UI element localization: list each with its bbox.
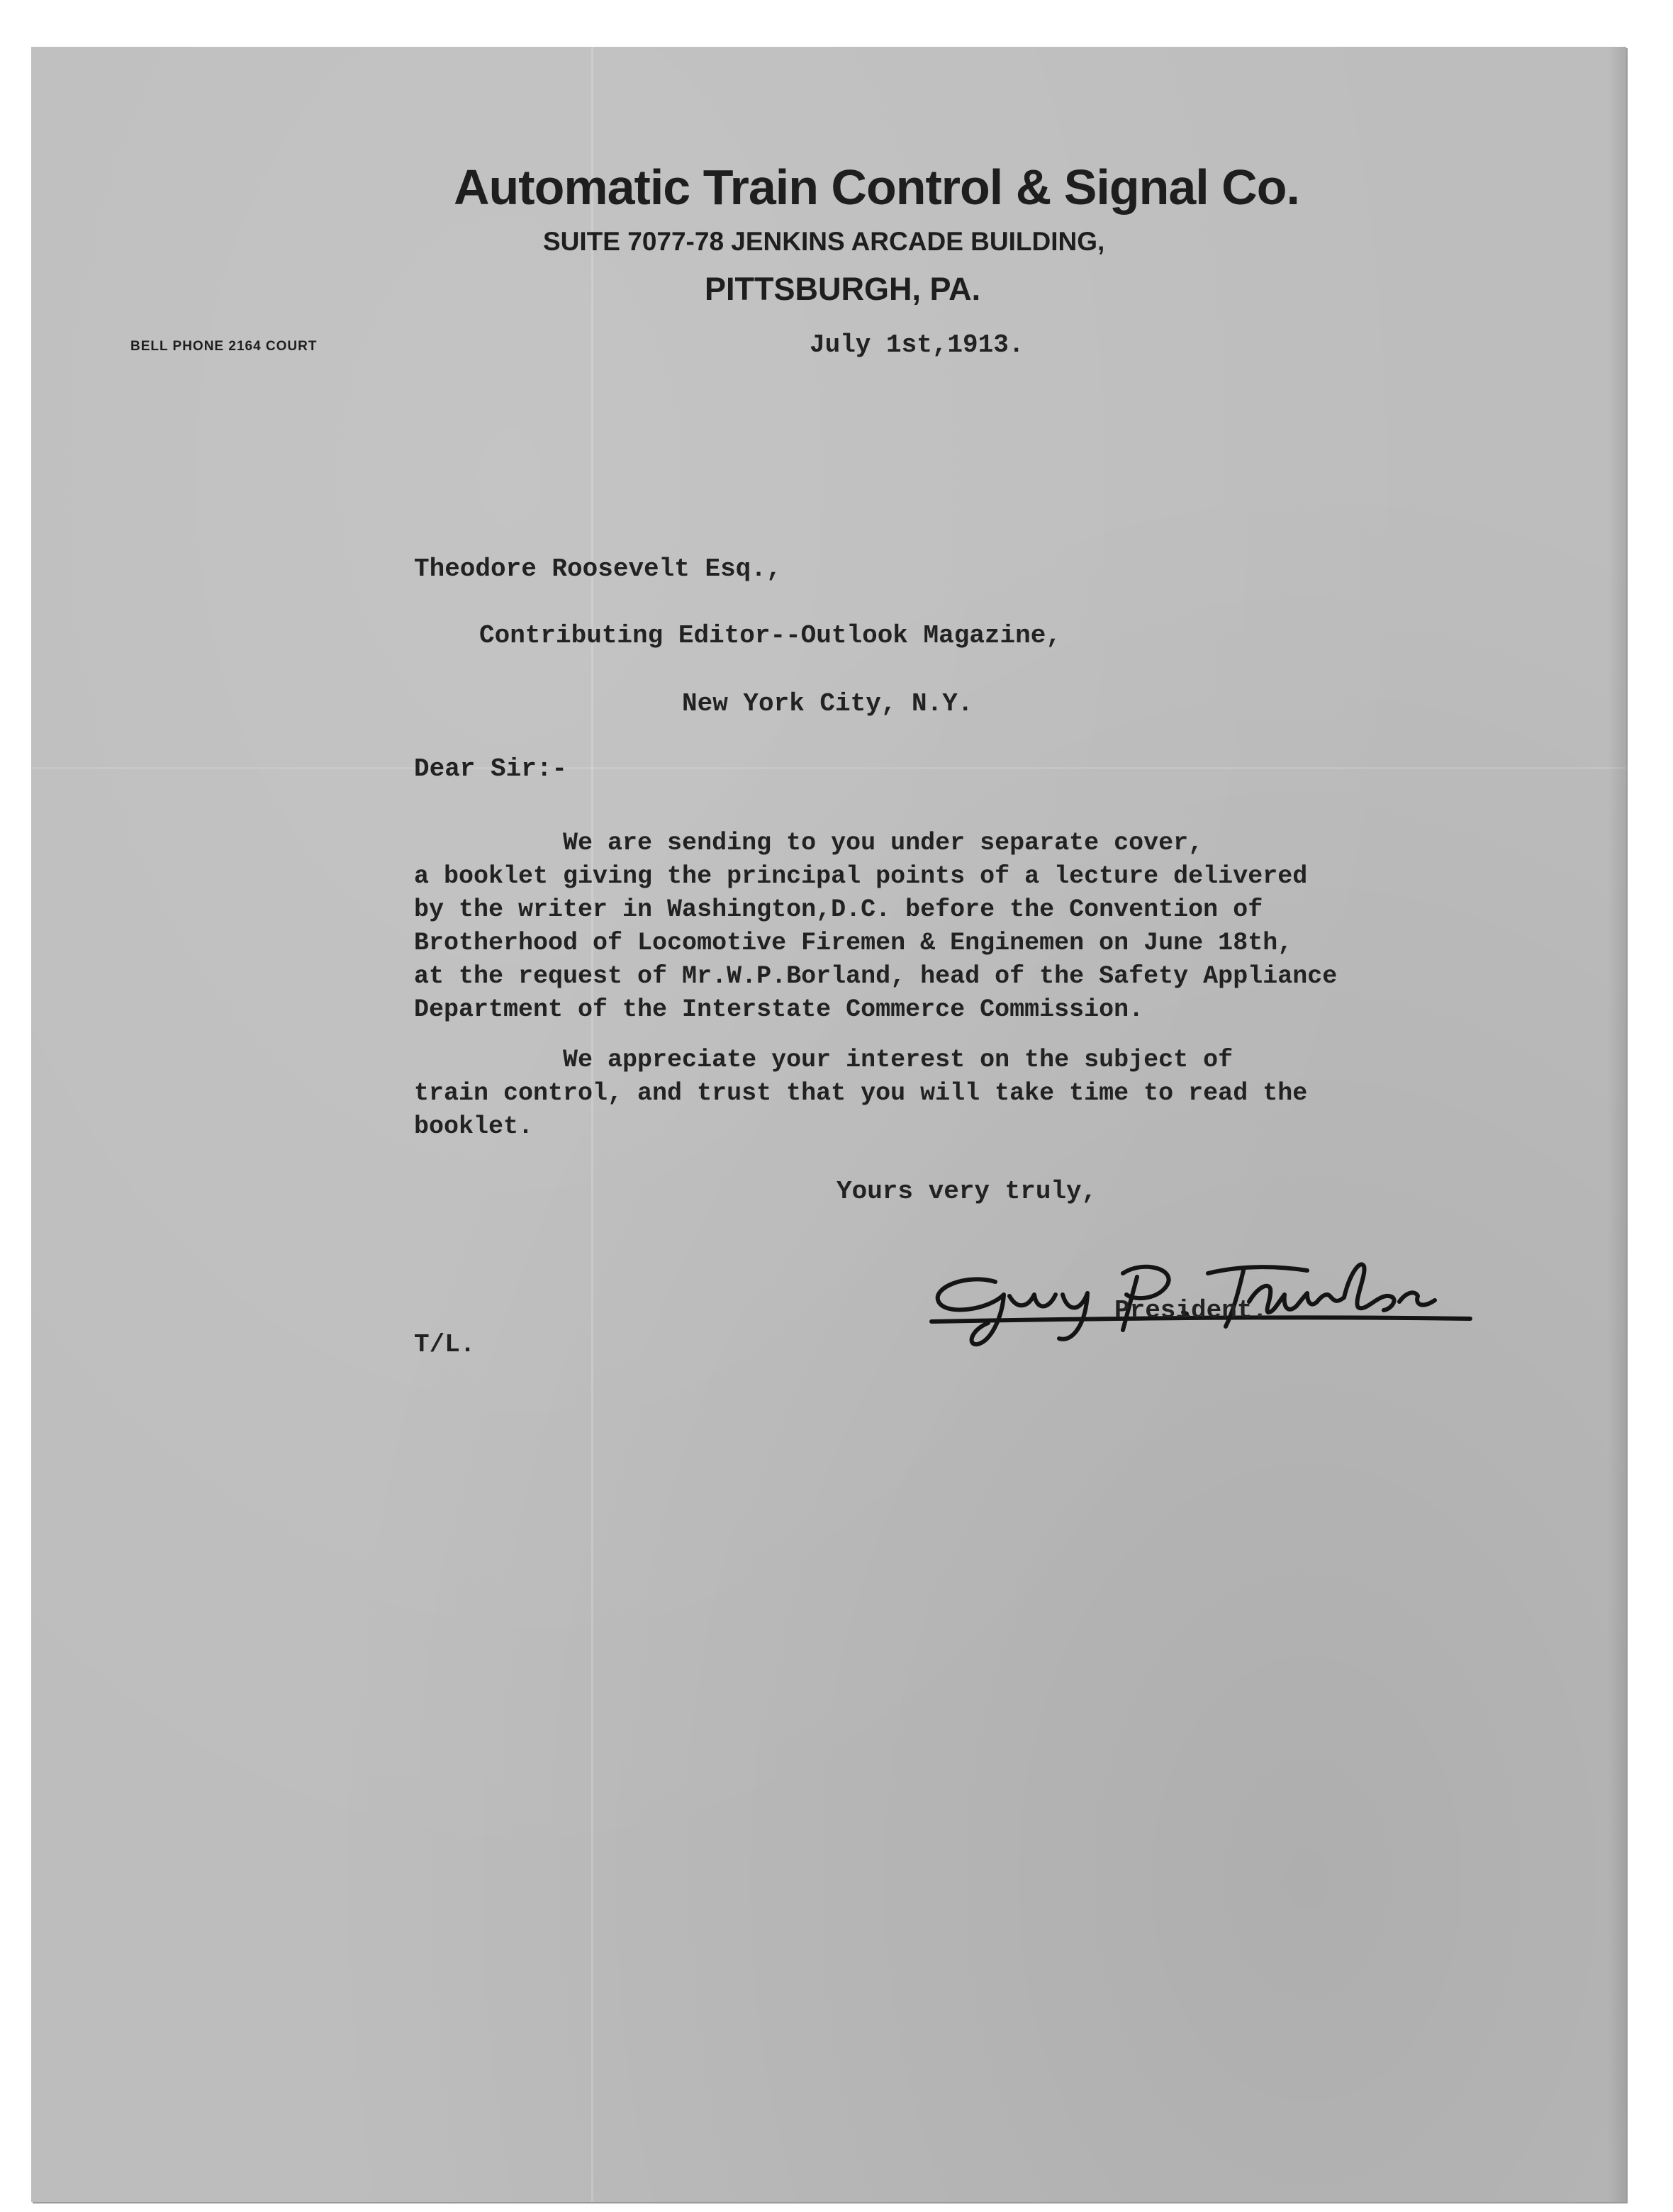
letterhead-company-name: Automatic Train Control & Signal Co. [454, 160, 1299, 215]
body-line: booklet. [414, 1112, 534, 1141]
signer-title: President. [1114, 1296, 1268, 1325]
typist-initials: T/L. [414, 1330, 476, 1359]
body-line: We appreciate your interest on the subject of [414, 1046, 1233, 1074]
letterhead-city: PITTSBURGH, PA. [705, 271, 981, 307]
body-paragraph-1 [414, 827, 1337, 1027]
body-line: We are sending to you under separate cover, [414, 829, 1204, 857]
letter-date: July 1st,1913. [810, 330, 1024, 359]
body-line: by the writer in Washington,D.C. before the Convention of [414, 895, 1263, 924]
closing: Yours very truly, [836, 1177, 1097, 1206]
page-edge-shadow [1608, 47, 1626, 2202]
recipient-name: Theodore Roosevelt Esq., [414, 554, 782, 583]
body-line: a booklet giving the principal points of a lecture delivered [414, 862, 1308, 890]
fold-crease-horizontal [31, 767, 1626, 769]
recipient-city: New York City, N.Y. [682, 689, 973, 718]
letterhead-phone: BELL PHONE 2164 COURT [130, 339, 318, 354]
body-line: Brotherhood of Locomotive Firemen & Enginemen on June 18th, [414, 929, 1293, 957]
body-line: train control, and trust that you will take time to read the [414, 1079, 1308, 1107]
letter-page [31, 47, 1626, 2202]
letterhead-address: SUITE 7077-78 JENKINS ARCADE BUILDING, [543, 227, 1105, 256]
body-paragraph-2 [414, 1044, 1307, 1144]
salutation: Dear Sir:- [414, 754, 568, 783]
recipient-title: Contributing Editor--Outlook Magazine, [479, 621, 1061, 650]
body-line: Department of the Interstate Commerce Commission. [414, 995, 1144, 1024]
body-line: at the request of Mr.W.P.Borland, head of the Safety Appliance [414, 962, 1338, 990]
